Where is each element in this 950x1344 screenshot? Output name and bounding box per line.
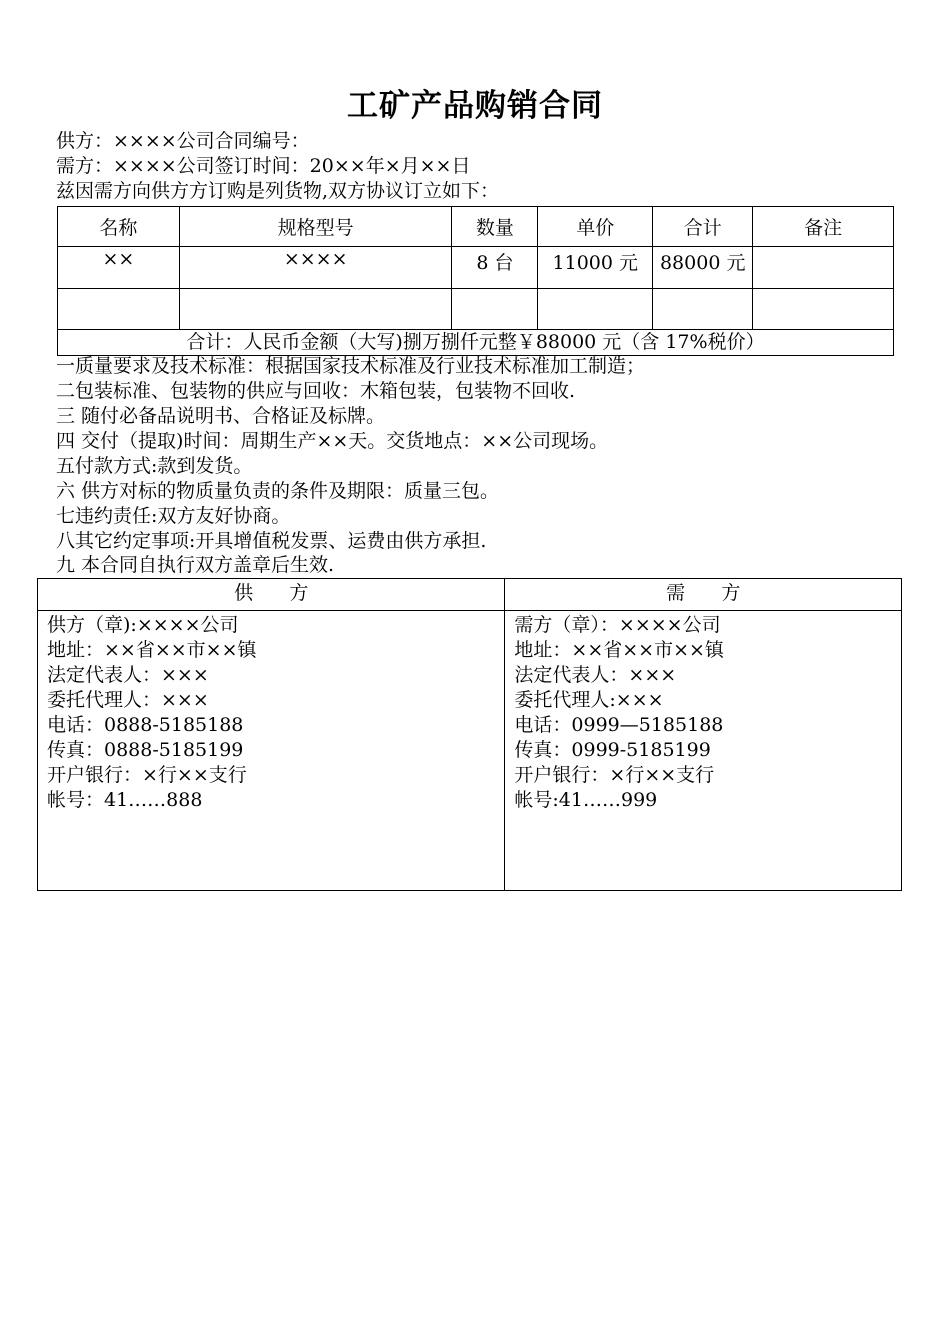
buyer-phone: 电话：0999—5185188 bbox=[514, 714, 724, 736]
term-payment: 五付款方式:款到发货。 bbox=[56, 455, 253, 477]
total-amount: 合计：人民币金额（大写)捌万捌仟元整￥88000 元（含 17%税价） bbox=[58, 330, 894, 356]
cell-spec: ×××× bbox=[179, 247, 452, 289]
supplier-fax: 传真：0888-5185199 bbox=[47, 739, 244, 761]
cell-name bbox=[58, 289, 180, 330]
buyer-info bbox=[505, 611, 902, 891]
parties-header bbox=[38, 579, 902, 611]
cell-spec bbox=[179, 289, 452, 330]
supplier-seal: 供方（章):××××公司 bbox=[47, 614, 239, 636]
buyer-fax: 传真：0999-5185199 bbox=[514, 739, 711, 761]
supplier-phone: 电话：0888-5185188 bbox=[47, 714, 244, 736]
intro-line: 兹因需方向供方方订购是列货物,双方协议订立如下： bbox=[56, 180, 500, 202]
buyer-bank: 开户银行：×行××支行 bbox=[514, 764, 715, 786]
cell-unit-price bbox=[538, 289, 653, 330]
supplier-address: 地址：××省××市××镇 bbox=[47, 639, 257, 661]
cell-remarks bbox=[753, 289, 894, 330]
cell-quantity bbox=[452, 289, 538, 330]
cell-subtotal: 88000 元 bbox=[653, 247, 753, 289]
goods-table-total-row bbox=[58, 330, 894, 356]
header-quantity: 数量 bbox=[452, 207, 538, 247]
term-liability: 七违约责任:双方友好协商。 bbox=[56, 505, 291, 527]
cell-name: ×× bbox=[58, 247, 180, 289]
cell-unit-price: 11000 元 bbox=[538, 247, 653, 289]
cell-remarks bbox=[753, 247, 894, 289]
table-row bbox=[58, 289, 894, 330]
header-name: 名称 bbox=[58, 207, 180, 247]
supplier-agent: 委托代理人：××× bbox=[47, 689, 209, 711]
term-warranty: 六 供方对标的物质量负责的条件及期限：质量三包。 bbox=[56, 480, 500, 502]
term-packaging: 二包装标准、包装物的供应与回收：木箱包装，包装物不回收. bbox=[56, 380, 576, 402]
cell-quantity: 8 台 bbox=[452, 247, 538, 289]
supplier-bank: 开户银行：×行××支行 bbox=[47, 764, 247, 786]
cell-subtotal bbox=[653, 289, 753, 330]
term-quality: 一质量要求及技术标准：根据国家技术标准及行业技术标准加工制造； bbox=[56, 355, 646, 377]
contract-title: 工矿产品购销合同 bbox=[347, 88, 603, 124]
goods-table-header bbox=[58, 207, 894, 247]
header-remarks: 备注 bbox=[753, 207, 894, 247]
header-subtotal: 合计 bbox=[653, 207, 753, 247]
header-spec: 规格型号 bbox=[179, 207, 452, 247]
supplier-info bbox=[38, 611, 505, 891]
goods-table bbox=[57, 206, 894, 356]
buyer-agent: 委托代理人:××× bbox=[514, 689, 664, 711]
buyer-address: 地址：××省××市××镇 bbox=[514, 639, 724, 661]
supplier-account: 帐号：41……888 bbox=[47, 789, 203, 811]
buyer-sign-date-line: 需方：××××公司签订时间：20××年×月××日 bbox=[56, 155, 471, 177]
term-effective: 九 本合同自执行双方盖章后生效. bbox=[56, 554, 335, 576]
buyer-legal-rep: 法定代表人：××× bbox=[514, 664, 677, 686]
buyer-account: 帐号:41……999 bbox=[514, 789, 658, 811]
term-accessories: 三 随付必备品说明书、合格证及标牌。 bbox=[56, 405, 386, 427]
table-row bbox=[58, 247, 894, 289]
supplier-heading: 供 方 bbox=[38, 579, 505, 611]
buyer-heading: 需 方 bbox=[505, 579, 902, 611]
buyer-seal: 需方（章）：××××公司 bbox=[514, 614, 721, 636]
parties-body bbox=[38, 611, 902, 891]
term-delivery: 四 交付（提取)时间：周期生产××天。交货地点：××公司现场。 bbox=[56, 430, 609, 452]
supplier-legal-rep: 法定代表人：××× bbox=[47, 664, 209, 686]
term-other: 八其它约定事项:开具增值税发票、运费由供方承担. bbox=[56, 530, 487, 552]
header-unit-price: 单价 bbox=[538, 207, 653, 247]
supplier-contract-number-line: 供方：××××公司合同编号： bbox=[56, 130, 310, 152]
parties-table bbox=[37, 578, 902, 891]
